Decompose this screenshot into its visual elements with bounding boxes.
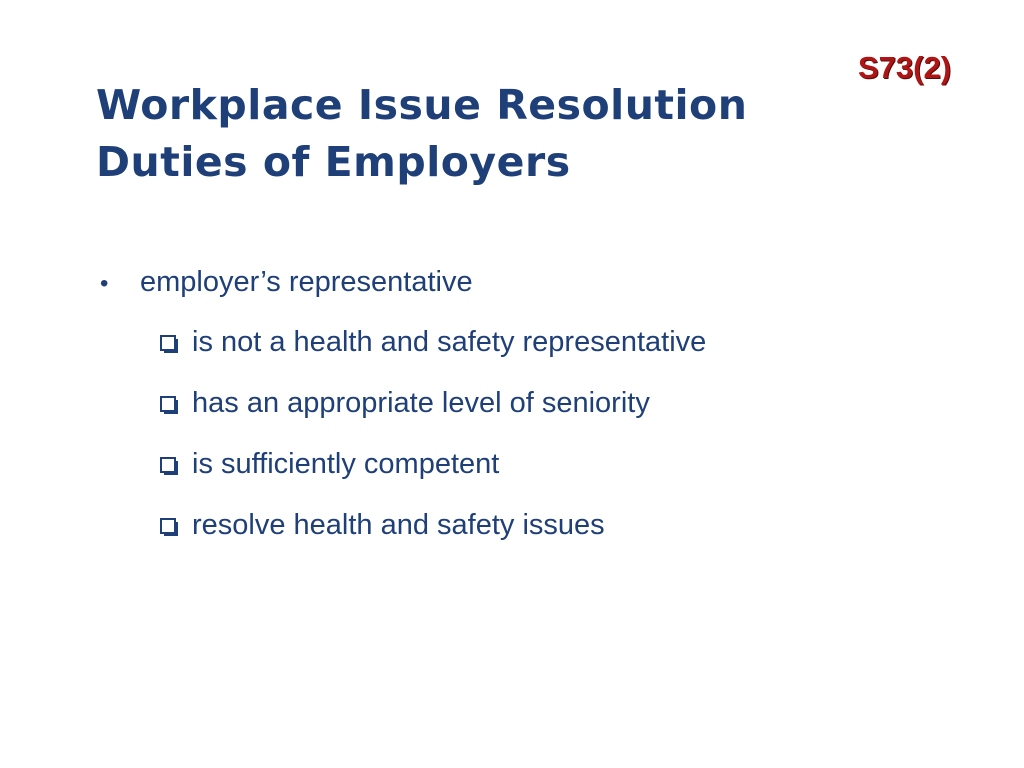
sub-bullet-item xyxy=(100,495,960,556)
sub-bullet-item xyxy=(100,373,960,434)
sub-bullet-item xyxy=(100,312,960,373)
bullet-dot-icon: • xyxy=(100,270,109,297)
hollow-square-bullet-icon xyxy=(160,457,176,473)
slide-title-line-2: Duties of Employers xyxy=(96,138,571,186)
hollow-square-bullet-icon xyxy=(160,396,176,412)
sub-bullet-list xyxy=(100,312,960,556)
section-reference: S73(2) xyxy=(858,50,952,85)
sub-bullet-text: is sufficiently competent xyxy=(192,448,500,480)
slide-title xyxy=(96,77,747,191)
sub-bullet-item xyxy=(100,434,960,495)
sub-bullet-text: resolve health and safety issues xyxy=(192,509,605,541)
hollow-square-bullet-icon xyxy=(160,335,176,351)
bullet-item xyxy=(100,266,960,312)
sub-bullet-text: has an appropriate level of seniority xyxy=(192,387,650,419)
slide-title-line-1: Workplace Issue Resolution xyxy=(96,81,748,129)
bullet-text: employer’s representative xyxy=(140,266,473,298)
slide-body xyxy=(100,266,960,556)
sub-bullet-text: is not a health and safety representative xyxy=(192,326,707,358)
hollow-square-bullet-icon xyxy=(160,518,176,534)
